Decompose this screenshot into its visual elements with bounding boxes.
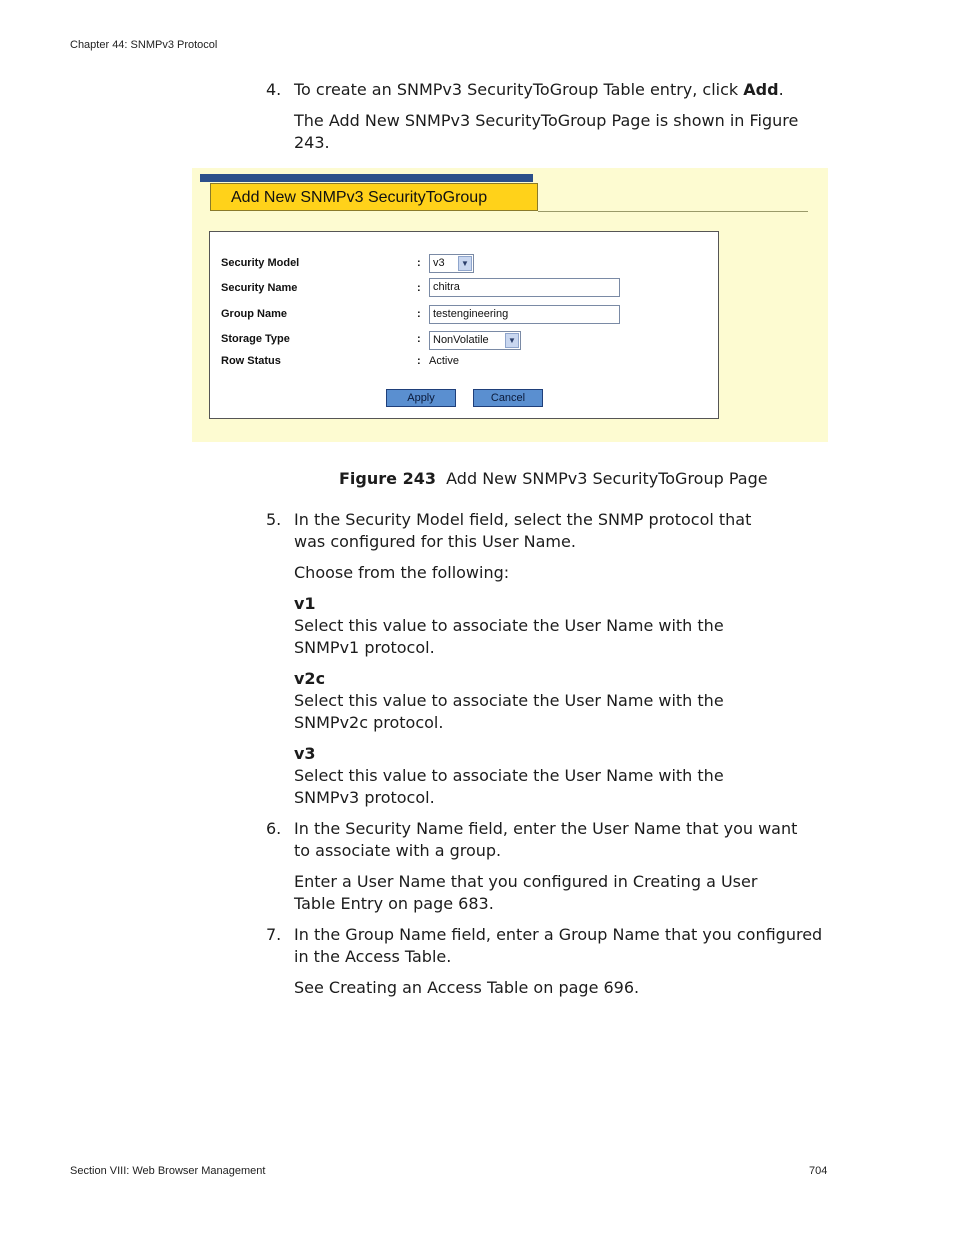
running-footer: Section VIII: Web Browser Management: [70, 1165, 266, 1177]
tab-strip: [200, 174, 533, 182]
storage-type-value: NonVolatile: [433, 334, 489, 346]
cancel-button[interactable]: Cancel: [473, 389, 543, 407]
step-number: 4.: [266, 80, 282, 99]
add-keyword: Add: [743, 80, 779, 99]
step-note: Enter a User Name that you configured in Creating a User Table Entry on page 683.: [294, 872, 758, 913]
group-name-label: Group Name: [221, 308, 288, 320]
option-term: v2c: [294, 669, 326, 688]
security-model-select[interactable]: [429, 254, 474, 273]
tab-divider: [538, 211, 808, 212]
row-status-value: Active: [429, 355, 459, 367]
step-number: 6.: [266, 819, 282, 838]
running-header: Chapter 44: SNMPv3 Protocol: [70, 39, 218, 51]
step-note: See Creating an Access Table on page 696.: [294, 978, 640, 997]
step-text: [294, 79, 824, 101]
option-term: v3: [294, 744, 316, 763]
security-name-label: Security Name: [221, 282, 298, 294]
figure-caption-text: Add New SNMPv3 SecurityToGroup Page: [446, 469, 768, 488]
page-tab-title: Add New SNMPv3 SecurityToGroup: [210, 183, 538, 211]
figure-number: Figure 243: [339, 469, 436, 488]
figure-caption: [339, 468, 768, 490]
step-text: In the Group Name field, enter a Group Name that you configured in the Access Table.: [294, 925, 823, 966]
step-text-part: To create an SNMPv3 SecurityToGroup Table entry, click: [294, 80, 744, 99]
chevron-down-icon[interactable]: ▼: [505, 333, 519, 348]
page-number: 704: [809, 1165, 828, 1177]
row-status-label: Row Status: [221, 355, 281, 367]
step-note: Choose from the following:: [294, 563, 510, 582]
option-desc: Select this value to associate the User Name with the SNMPv2c protocol.: [294, 691, 724, 732]
step-text-part: .: [778, 80, 784, 99]
storage-type-select[interactable]: [429, 331, 521, 350]
step-note: The Add New SNMPv3 SecurityToGroup Page is shown in Figure 243.: [294, 111, 799, 152]
colon: :: [417, 282, 421, 294]
colon: :: [417, 257, 421, 269]
step-number: 5.: [266, 510, 282, 529]
option-desc: Select this value to associate the User Name with the SNMPv3 protocol.: [294, 766, 724, 807]
colon: :: [417, 308, 421, 320]
screenshot-panel: [192, 168, 828, 442]
option-term: v1: [294, 594, 316, 613]
step-text: In the Security Model field, select the SNMP protocol that was configured for this User Name.: [294, 510, 752, 551]
apply-button[interactable]: Apply: [386, 389, 456, 407]
security-name-input[interactable]: chitra: [429, 278, 620, 297]
security-model-value: v3: [433, 257, 445, 269]
colon: :: [417, 355, 421, 367]
chevron-down-icon[interactable]: ▼: [458, 256, 472, 271]
security-model-label: Security Model: [221, 257, 300, 269]
step-number: 7.: [266, 925, 282, 944]
colon: :: [417, 333, 421, 345]
storage-type-label: Storage Type: [221, 333, 290, 345]
step-text: In the Security Name field, enter the User Name that you want to associate with a group.: [294, 819, 798, 860]
option-desc: Select this value to associate the User Name with the SNMPv1 protocol.: [294, 616, 724, 657]
form-box: [209, 231, 719, 419]
group-name-input[interactable]: testengineering: [429, 305, 620, 324]
